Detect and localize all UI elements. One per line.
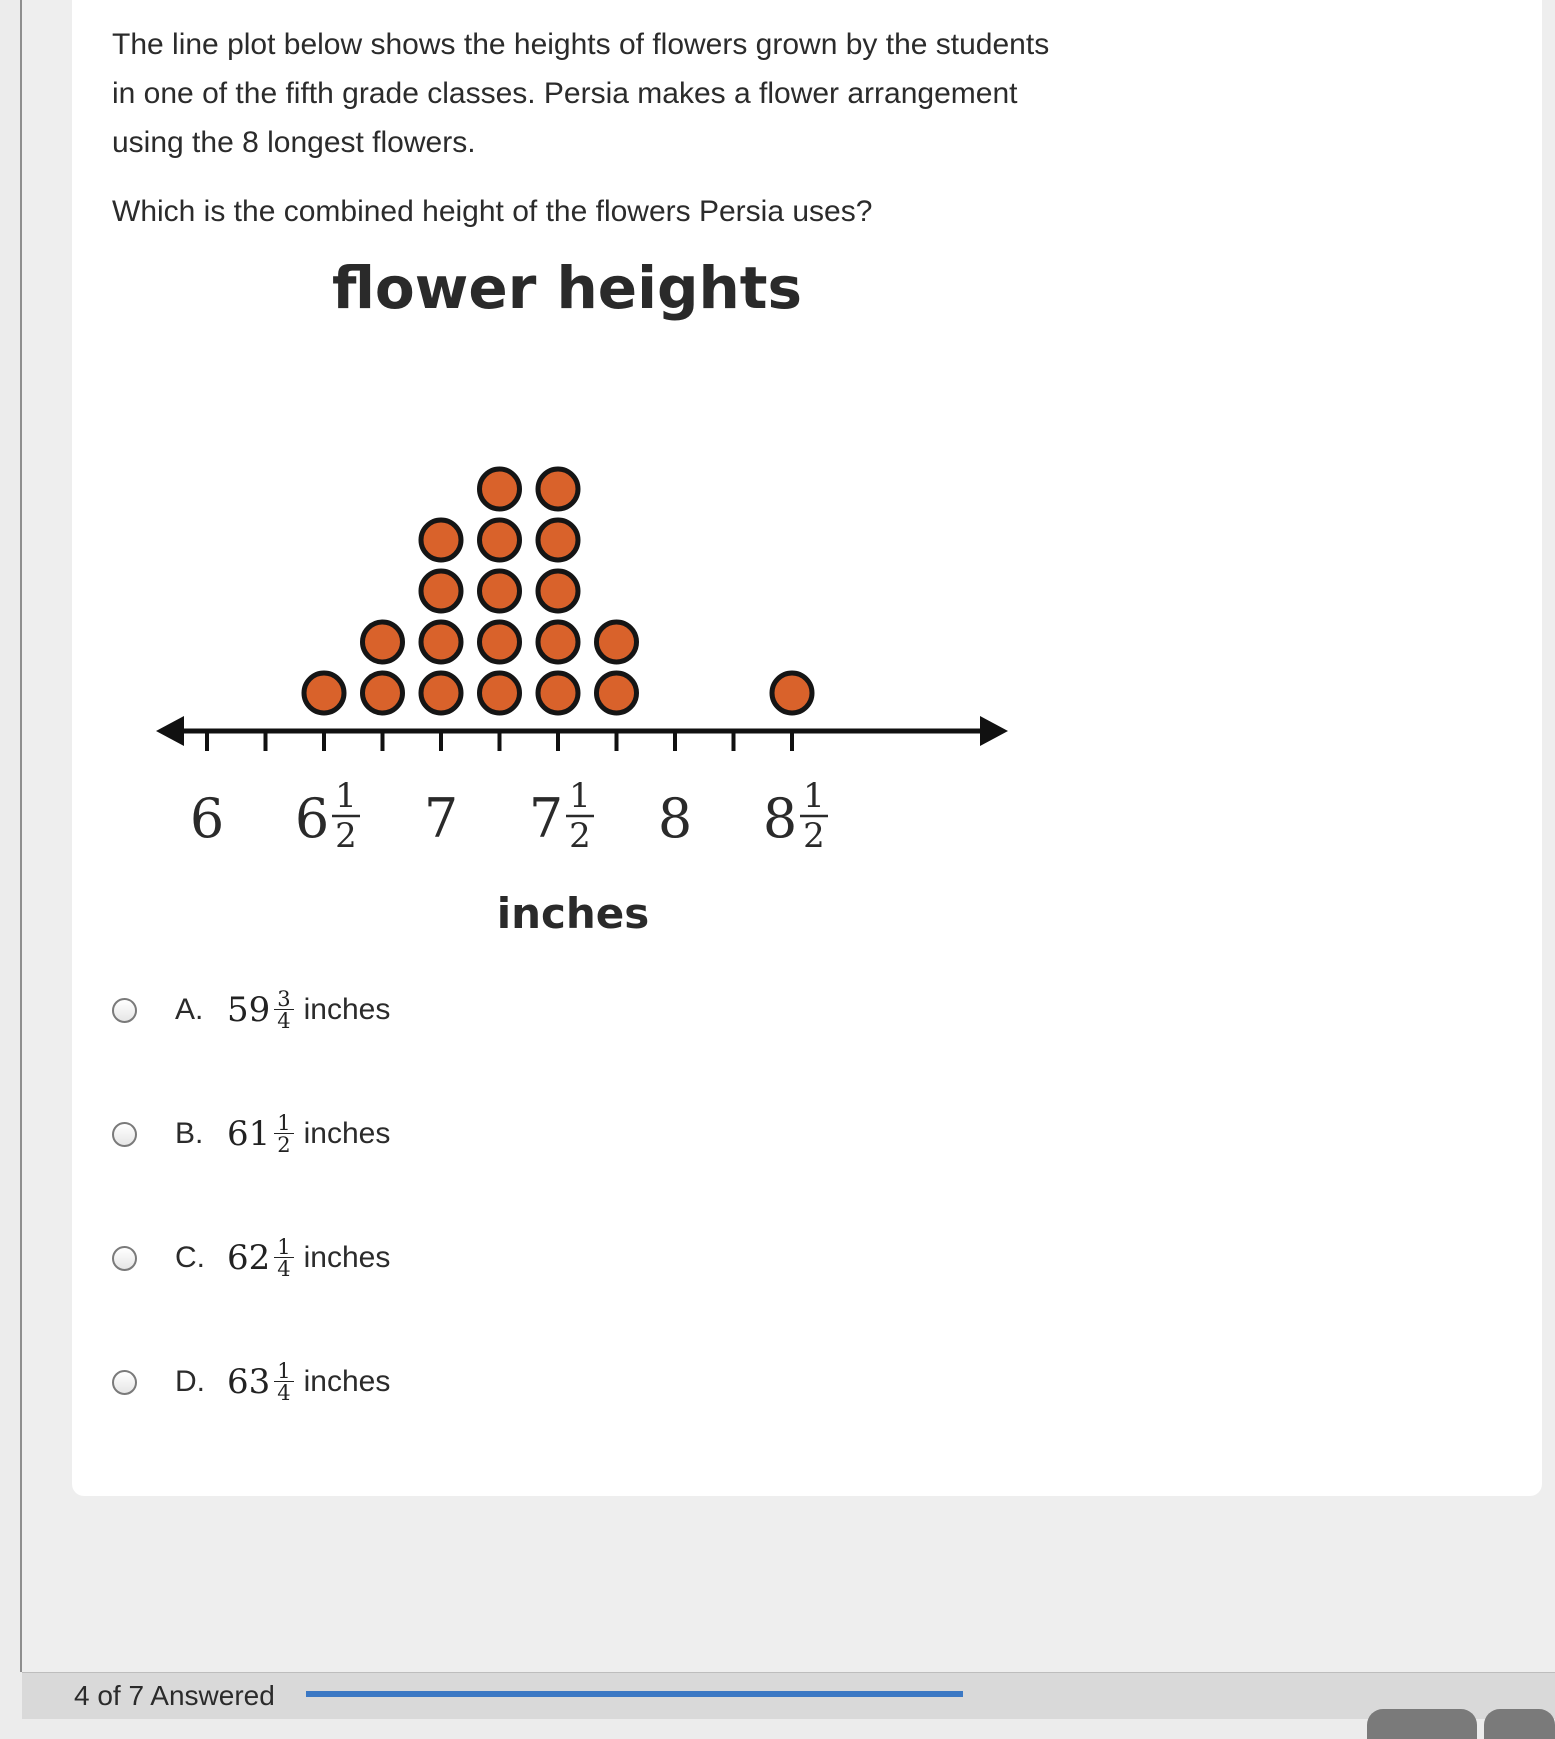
option-a-unit: inches [303,993,391,1026]
option-a-numerator: 3 [274,989,293,1010]
option-a-whole: 59 [227,990,271,1030]
option-c-letter: C. [175,1241,205,1274]
data-dot [480,673,520,713]
tick-label [658,787,692,850]
option-a-letter: A. [175,993,204,1026]
option-d-value [227,1361,304,1403]
option-c-numerator: 1 [274,1237,293,1258]
previous-button[interactable] [1367,1709,1477,1739]
tick-label-whole: 6 [189,787,225,850]
tick-label [190,787,224,850]
progress-label: 4 of 7 Answered [74,1680,275,1711]
radio-c[interactable] [112,1246,137,1271]
option-b-unit: inches [303,1117,391,1150]
radio-a[interactable] [112,998,137,1023]
next-button[interactable] [1484,1709,1555,1739]
data-dot [538,673,578,713]
option-b-letter: B. [175,1117,204,1150]
data-dot [597,622,637,662]
tick-label-denominator: 2 [569,816,591,856]
axis-arrow-left [156,716,184,746]
option-b-whole: 61 [227,1114,271,1154]
option-d-whole: 63 [227,1362,271,1402]
tick-label-numerator: 1 [569,776,591,816]
question-text [112,20,1072,236]
tick-label-numerator: 1 [335,776,357,816]
option-a-denominator: 4 [277,1009,291,1033]
data-dot [538,571,578,611]
option-d-letter: D. [175,1365,205,1398]
tick-label-whole: 7 [423,787,459,850]
progress-footer [22,1672,1555,1719]
option-c-fraction [274,1237,293,1279]
option-a[interactable] [112,980,532,1040]
data-dot [421,571,461,611]
progress-bar-fill [306,1691,963,1697]
tick-label-denominator: 2 [803,816,825,856]
data-dot [480,469,520,509]
line-plot [150,240,1010,960]
option-b[interactable] [112,1104,532,1164]
tick-label-whole: 7 [528,787,564,850]
data-dot [538,469,578,509]
progress-bar [306,1691,1546,1697]
data-dot [421,520,461,560]
tick-label-denominator: 2 [335,816,357,856]
tick-label [763,776,828,856]
option-d-unit: inches [303,1365,391,1398]
chart-title: flower heights [331,254,803,322]
option-c-whole: 62 [227,1238,271,1278]
option-c-denominator: 4 [277,1257,291,1281]
x-axis-label: inches [496,889,650,938]
data-dot [480,520,520,560]
data-dot [304,673,344,713]
option-c[interactable] [112,1228,532,1288]
data-dot [772,673,812,713]
option-b-numerator: 1 [274,1113,293,1134]
tick-label-whole: 6 [294,787,330,850]
option-b-denominator: 2 [277,1133,291,1157]
data-dot [538,520,578,560]
radio-d[interactable] [112,1370,137,1395]
data-dot [538,622,578,662]
data-dot [480,622,520,662]
tick-label-numerator: 1 [803,776,825,816]
option-c-value [227,1237,304,1279]
tick-label-whole: 8 [762,787,798,850]
data-dot [363,673,403,713]
tick-label-whole: 8 [657,787,693,850]
tick-label [295,776,360,856]
option-b-value [227,1113,304,1155]
option-d-denominator: 4 [277,1381,291,1405]
axis-arrow-right [980,716,1008,746]
question-paragraph-1: The line plot below shows the heights of flowers grown by the students in one of the fifth grade classes. Persia makes a flower arrangement using the 8 longest flowers. [112,28,1050,159]
data-dot [597,673,637,713]
question-paragraph-2: Which is the combined height of the flowers Persia uses? [112,195,873,228]
radio-b[interactable] [112,1122,137,1147]
data-dot [480,571,520,611]
line-plot-svg [150,240,1010,960]
option-d-numerator: 1 [274,1361,293,1382]
option-c-unit: inches [303,1241,391,1274]
option-b-fraction [274,1113,293,1155]
tick-label [424,787,458,850]
tick-label [529,776,594,856]
data-dot [421,622,461,662]
option-a-fraction [274,989,293,1031]
option-d-fraction [274,1361,293,1403]
data-dot [363,622,403,662]
option-a-value [227,989,304,1031]
option-d[interactable] [112,1352,532,1412]
data-dot [421,673,461,713]
